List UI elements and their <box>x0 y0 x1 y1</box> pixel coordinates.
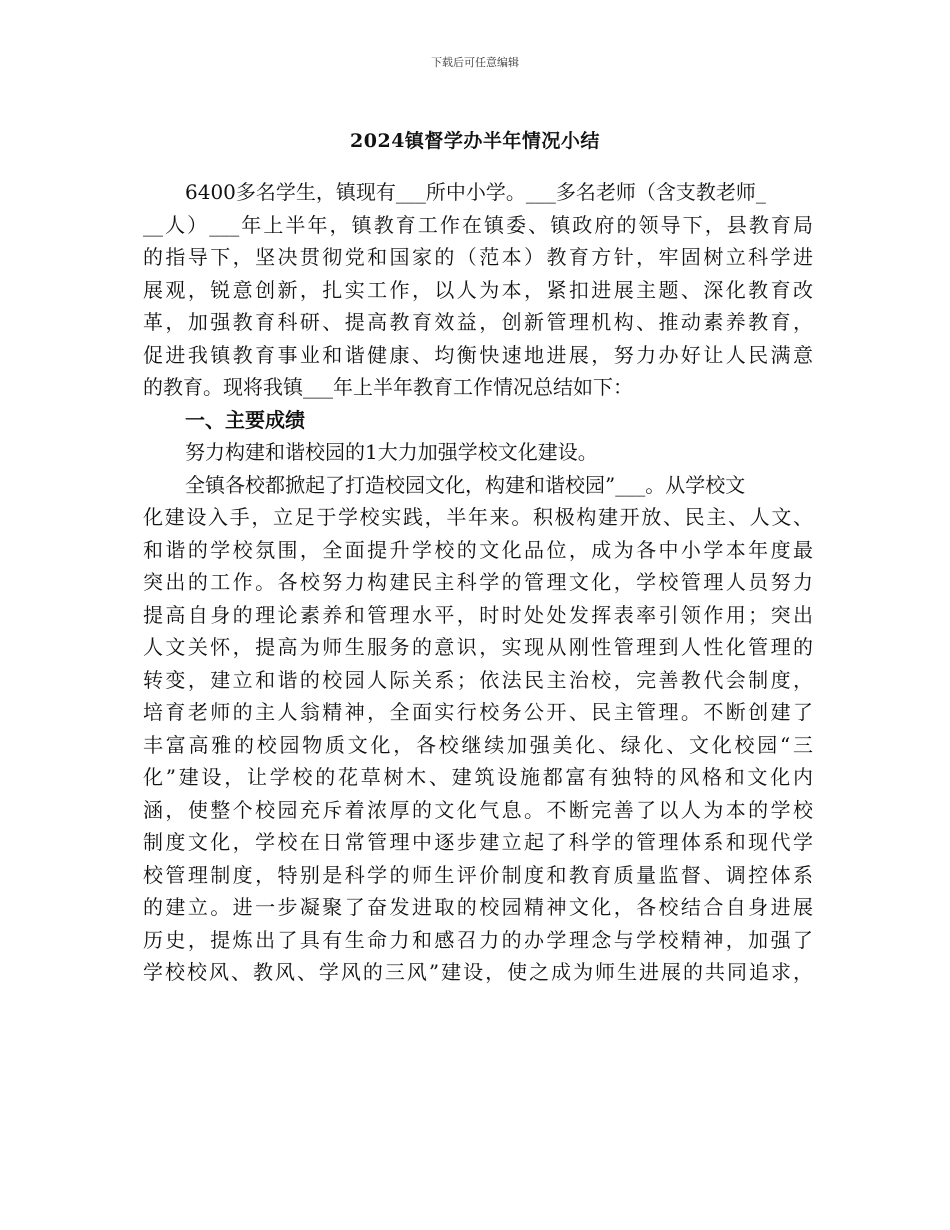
body-line: 突出的工作。各校努力构建民主科学的管理文化，学校管理人员努力 <box>143 570 813 594</box>
body-line: 提高自身的理论素养和管理水平，时时处处发挥表率引领作用；突出 <box>143 602 813 627</box>
body-line: 校管理制度，特别是科学的师生评价制度和教育质量监督、调控体系 <box>143 862 813 887</box>
section-heading: 一、主要成绩 <box>185 407 305 432</box>
body-line: 全镇各校都掀起了打造校园文化，构建和谐校园”___。从学校文 <box>185 472 746 497</box>
body-line: 化”建设，让学校的花草树木、建筑设施都富有独特的风格和文化内 <box>143 765 813 789</box>
body-line: 历史，提炼出了具有生命力和感召力的办学理念与学校精神，加强了 <box>143 927 813 952</box>
body-line: 人文关怀，提高为师生服务的意识，实现从刚性管理到人性化管理的 <box>143 635 813 659</box>
body-line: 展观，锐意创新，扎实工作，以人为本，紧扣进展主题、深化教育改 <box>143 277 813 302</box>
body-line: __人）___年上半年，镇教育工作在镇委、镇政府的领导下，县教育局 <box>143 212 813 237</box>
body-line: 革，加强教育科研、提高教育效益，创新管理机构、推动素养教育， <box>143 310 813 334</box>
body-line: 化建设入手，立足于学校实践，半年来。积极构建开放、民主、人文、 <box>143 505 813 529</box>
document-title: 2024镇督学办半年情况小结 <box>350 130 600 152</box>
body-line: 的指导下，坚决贯彻党和国家的（范本）教育方针，牢固树立科学进 <box>143 245 813 269</box>
body-line: 努力构建和谐校园的1大力加强学校文化建设。 <box>185 440 598 464</box>
body-line: 学校校风、教风、学风的三风”建设，使之成为师生进展的共同追求， <box>143 960 813 984</box>
body-line: 培育老师的主人翁精神，全面实行校务公开、民主管理。不断创建了 <box>143 700 813 724</box>
body-line: 丰富高雅的校园物质文化，各校继续加强美化、绿化、文化校园“三 <box>143 732 813 757</box>
document-body <box>143 176 813 989</box>
body-line: 和谐的学校氛围，全面提升学校的文化品位，成为各中小学本年度最 <box>143 537 813 562</box>
body-line: 制度文化，学校在日常管理中逐步建立起了科学的管理体系和现代学 <box>143 830 813 854</box>
body-line: 促进我镇教育事业和谐健康、均衡快速地进展，努力办好让人民满意 <box>143 342 813 367</box>
body-line: 的建立。进一步凝聚了奋发进取的校园精神文化，各校结合自身进展 <box>143 895 813 919</box>
body-line: 的教育。现将我镇___年上半年教育工作情况总结如下： <box>143 375 633 399</box>
body-line: 转变，建立和谐的校园人际关系；依法民主治校，完善教代会制度， <box>143 667 813 692</box>
body-line: 6400多名学生，镇现有___所中小学。___多名老师（含支教老师_ <box>185 180 766 204</box>
body-line: 涵，使整个校园充斥着浓厚的文化气息。不断完善了以人为本的学校 <box>143 797 813 822</box>
page-header-note: 下载后可任意编辑 <box>431 56 519 69</box>
